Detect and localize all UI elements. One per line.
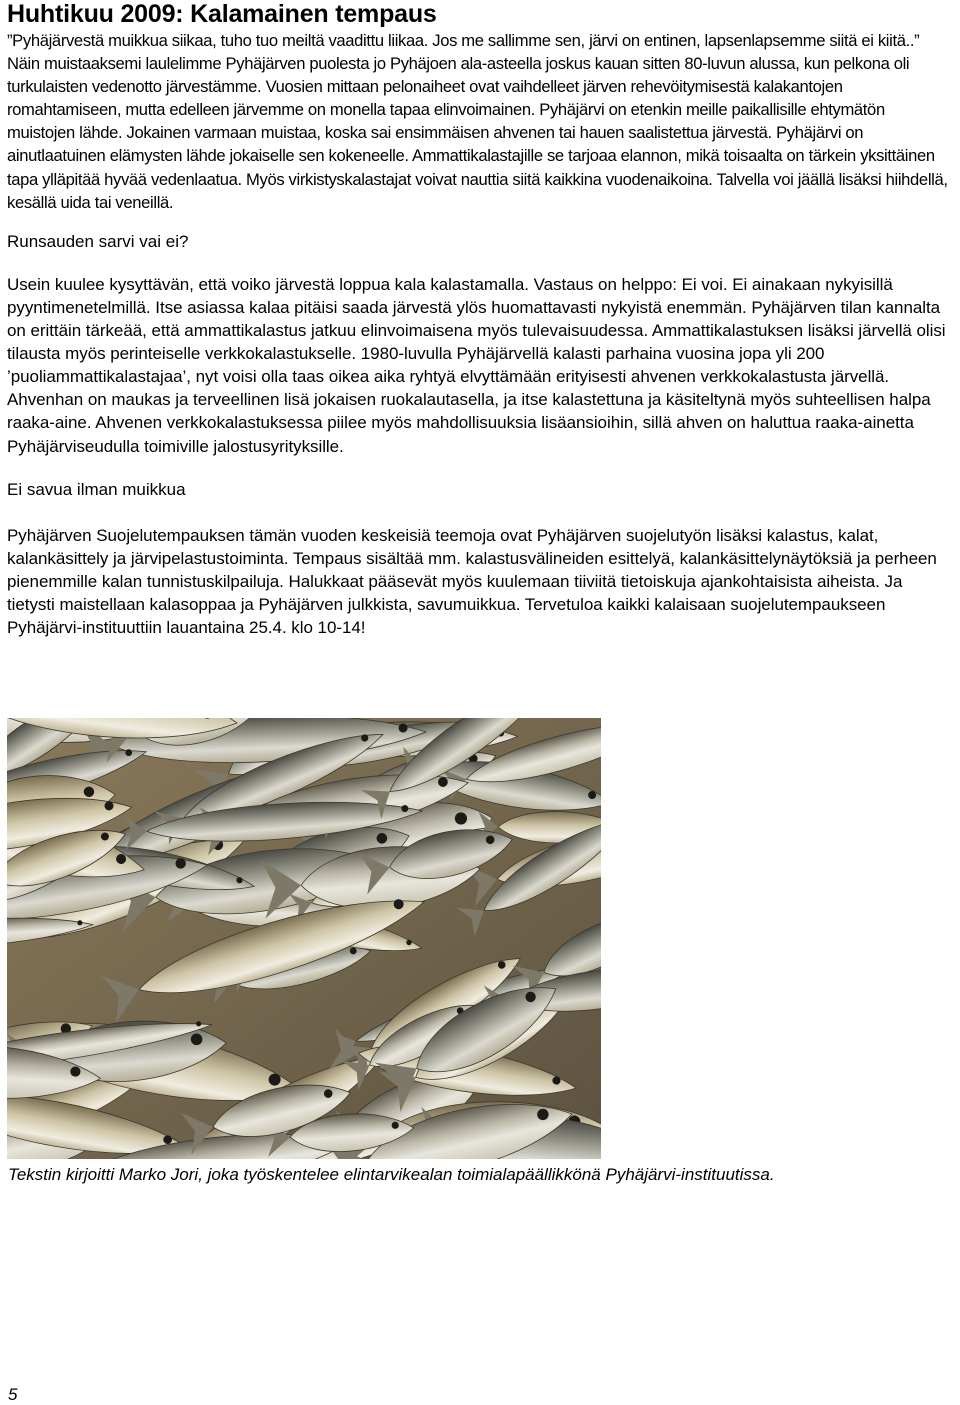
document-page (7, 0, 953, 639)
section-body-savua: Pyhäjärven Suojelutempauksen tämän vuoden keskeisiä teemoja ovat Pyhäjärven suojelutyön lisäksi kalastus, kalat, kalankäsittely ja järvipelastustoiminta. Tempaus sisältää mm. kalastusvälineiden esittelyä, kalankäsittelynäytöksiä ja perheen pienemmille kalan tunnistuskilpailuja. Halukkaat pääsevät myös kuulemaan tiiviitä tietoiskuja ajankohtaisista aiheista. Ja tietysti maistellaan kalasoppaa ja Pyhäjärven julkkista, savumuikkua. Tervetuloa kaikki kalaisaan suojelutempaukseen Pyhäjärvi-instituuttiin lauantaina 25.4. klo 10-14! (7, 525, 937, 638)
intro-paragraph: ”Pyhäjärvestä muikkua siikaa, tuho tuo meiltä vaadittu liikaa. Jos me sallimme sen, järvi on entinen, lapsenlapsemme siitä ei kiitä..” Näin muistaaksemi laulelimme Pyhäjärven puolesta jo Pyhäjoen ala-asteella joskus kauan sitten 80-luvun alussa, kun pelkona oli turkulaisten vedenotto järvestämme. Vuosien mittaan pelonaiheet ovat vaihdelleet järven rehevöitymisestä kalakantojen romahtamiseen, mutta edelleen järvemme on monella tapaa elinvoimainen. Pyhäjärvi on etenkin meille paikallisille ehtymätön muistojen lähde. Jokainen varmaan muistaa, koska sai ensimmäisen ahvenen tai hauen saalistettua järvestä. Pyhäjärvi on ainutlaatuinen elämysten lähde jokaiselle sen kokeneelle. Ammattikalastajille se tarjoaa elannon, mikä toisaalta on tärkein yksittäinen tapa ylläpitää hyvää vedenlaatua. Myös virkistyskalastajat voivat nauttia siitä kaikkina vuodenaikoina. Talvella voi jäällä lisäksi hiihdellä, kesällä uida tai veneillä. (7, 31, 948, 212)
page-number: 5 (8, 1385, 18, 1404)
document-title: Huhtikuu 2009: Kalamainen tempaus (7, 0, 437, 28)
section-body-runsauden: Usein kuulee kysyttävän, että voiko järvestä loppua kala kalastamalla. Vastaus on helppo: Ei voi. Ei ainakaan nykyisillä pyyntimenetelmillä. Itse asiassa kalaa pitäisi saada järvestä ylös huomattavasti nykyistä enemmän. Pyhäjärven tilan kannalta on erittäin tärkeää, että ammattikalastus jatkuu elinvoimaisena myös tulevaisuudessa. Ammattikalastuksen lisäksi järvellä olisi tilausta myös perinteiselle verkkokalastukselle. 1980-luvulla Pyhäjärvellä kalasti parhaina vuosina jopa yli 200 ’puoliammattikalastajaa’, nyt voisi olla taas oikea aika ryhtyä elvyttämään erityisesti ahvenen verkkokalastusta järvellä. Ahvenhan on maukas ja terveellinen lisä jokaisen ruokalautasella, ja itse kalastettuna ja käsiteltynä myös suhteellisen halpa raaka-aine. Ahvenen verkkokalastuksessa piilee myös mahdollisuuksia lisäansioihin, sillä ahven on haluttua raaka-ainetta Pyhäjärviseudulla toimiville jalostusyrityksille. (7, 274, 946, 456)
photo-caption: Tekstin kirjoitti Marko Jori, joka työskentelee elintarvikealan toimialapäällikkönä Pyhäjärvi-instituutissa. (8, 1165, 775, 1184)
section-heading-runsauden: Runsauden sarvi vai ei? (7, 231, 189, 251)
section-heading-savua: Ei savua ilman muikkua (7, 479, 186, 499)
fish-photo (7, 718, 601, 1159)
